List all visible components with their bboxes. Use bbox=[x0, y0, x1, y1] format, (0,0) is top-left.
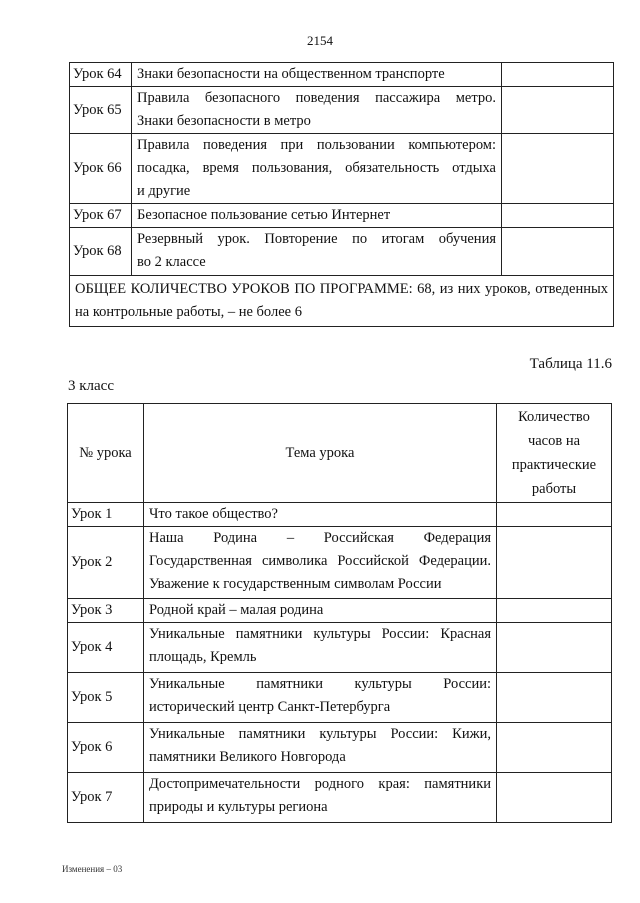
lesson-topic bbox=[132, 63, 502, 87]
table-header-row bbox=[68, 404, 612, 503]
footer-revision: Изменения – 03 bbox=[62, 864, 123, 874]
lesson-topic-line: Правила поведения при пользовании компьютером: bbox=[137, 137, 496, 153]
practical-hours-cell bbox=[502, 134, 614, 204]
table-row bbox=[70, 87, 614, 134]
practical-hours-cell bbox=[497, 623, 612, 673]
lesson-topic-line: природы и культуры региона bbox=[149, 799, 328, 815]
header-lesson-topic: Тема урока bbox=[144, 404, 497, 503]
table-row bbox=[68, 599, 612, 623]
lesson-topic-line: Уникальные памятники культуры России: Красная bbox=[149, 626, 491, 642]
lesson-number: Урок 2 bbox=[68, 527, 144, 599]
practical-hours-cell bbox=[502, 204, 614, 228]
page-number: 2154 bbox=[307, 33, 333, 48]
lesson-topic bbox=[144, 723, 497, 773]
lesson-topic-line: Уникальные памятники культуры России: bbox=[149, 676, 491, 692]
lesson-number: Урок 65 bbox=[70, 87, 132, 134]
lessons-table-grade-3 bbox=[67, 403, 612, 823]
practical-hours-cell bbox=[497, 599, 612, 623]
lesson-topic bbox=[132, 204, 502, 228]
lesson-number: Урок 67 bbox=[70, 204, 132, 228]
table-row bbox=[70, 134, 614, 204]
practical-hours-cell bbox=[502, 63, 614, 87]
practical-hours-cell bbox=[497, 527, 612, 599]
table-row bbox=[68, 723, 612, 773]
lesson-topic-line: Государственная символика Российской Федерации. bbox=[149, 553, 491, 569]
lesson-topic bbox=[132, 87, 502, 134]
summary-row bbox=[70, 276, 614, 327]
lessons-table-grade-2 bbox=[69, 62, 614, 327]
lesson-number: Урок 1 bbox=[68, 503, 144, 527]
lesson-topic-line: Резервный урок. Повторение по итогам обучения bbox=[137, 231, 496, 247]
total-lessons-summary: ОБЩЕЕ КОЛИЧЕСТВО УРОКОВ ПО ПРОГРАММЕ: 68, из них уроков, отведенных на контрольные работы, – не более 6 bbox=[70, 276, 614, 327]
lesson-number: Урок 64 bbox=[70, 63, 132, 87]
lesson-topic bbox=[132, 228, 502, 276]
lesson-topic bbox=[144, 673, 497, 723]
grade-heading: 3 класс bbox=[68, 378, 114, 394]
lesson-topic bbox=[144, 527, 497, 599]
practical-hours-cell bbox=[502, 87, 614, 134]
header-lesson-number: № урока bbox=[68, 404, 144, 503]
table-row bbox=[68, 673, 612, 723]
lesson-topic bbox=[144, 599, 497, 623]
lesson-topic-line: Знаки безопасности на общественном транспорте bbox=[137, 66, 445, 82]
lesson-topic bbox=[144, 623, 497, 673]
lesson-topic bbox=[144, 773, 497, 823]
header-practical-hours: Количество часов на практические работы bbox=[497, 404, 612, 503]
lesson-topic-line: Наша Родина – Российская Федерация bbox=[149, 530, 491, 546]
lesson-topic-line: Что такое общество? bbox=[149, 506, 278, 522]
table-row bbox=[68, 623, 612, 673]
lesson-topic-line: Достопримечательности родного края: памятники bbox=[149, 776, 491, 792]
lesson-topic-line: Родной край – малая родина bbox=[149, 602, 324, 618]
practical-hours-cell bbox=[497, 723, 612, 773]
lesson-topic-line: площадь, Кремль bbox=[149, 649, 257, 665]
practical-hours-cell bbox=[497, 773, 612, 823]
table-row bbox=[68, 503, 612, 527]
lesson-topic-line: посадка, время пользования, обязательность отдыха bbox=[137, 160, 496, 176]
lesson-number: Урок 7 bbox=[68, 773, 144, 823]
lesson-topic-line: Знаки безопасности в метро bbox=[137, 113, 311, 129]
lesson-number: Урок 4 bbox=[68, 623, 144, 673]
practical-hours-cell bbox=[497, 503, 612, 527]
lesson-topic-line: памятники Великого Новгорода bbox=[149, 749, 346, 765]
lesson-topic-line: Правила безопасного поведения пассажира метро. bbox=[137, 90, 496, 106]
lesson-topic-line: во 2 классе bbox=[137, 254, 206, 270]
lesson-number: Урок 6 bbox=[68, 723, 144, 773]
lesson-topic-line: Безопасное пользование сетью Интернет bbox=[137, 207, 391, 223]
lesson-topic-line: Уважение к государственным символам России bbox=[149, 576, 442, 592]
lesson-number: Урок 68 bbox=[70, 228, 132, 276]
lesson-topic bbox=[144, 503, 497, 527]
lesson-topic-line: исторический центр Санкт-Петербурга bbox=[149, 699, 391, 715]
lesson-topic-line: и другие bbox=[137, 183, 191, 199]
table-row bbox=[70, 204, 614, 228]
table-row bbox=[70, 63, 614, 87]
table-row bbox=[70, 228, 614, 276]
lesson-topic bbox=[132, 134, 502, 204]
table-caption: Таблица 11.6 bbox=[529, 356, 612, 372]
practical-hours-cell bbox=[497, 673, 612, 723]
practical-hours-cell bbox=[502, 228, 614, 276]
lesson-number: Урок 3 bbox=[68, 599, 144, 623]
lesson-number: Урок 66 bbox=[70, 134, 132, 204]
table-row bbox=[68, 527, 612, 599]
lesson-number: Урок 5 bbox=[68, 673, 144, 723]
lesson-topic-line: Уникальные памятники культуры России: Кижи, bbox=[149, 726, 491, 742]
table-row bbox=[68, 773, 612, 823]
